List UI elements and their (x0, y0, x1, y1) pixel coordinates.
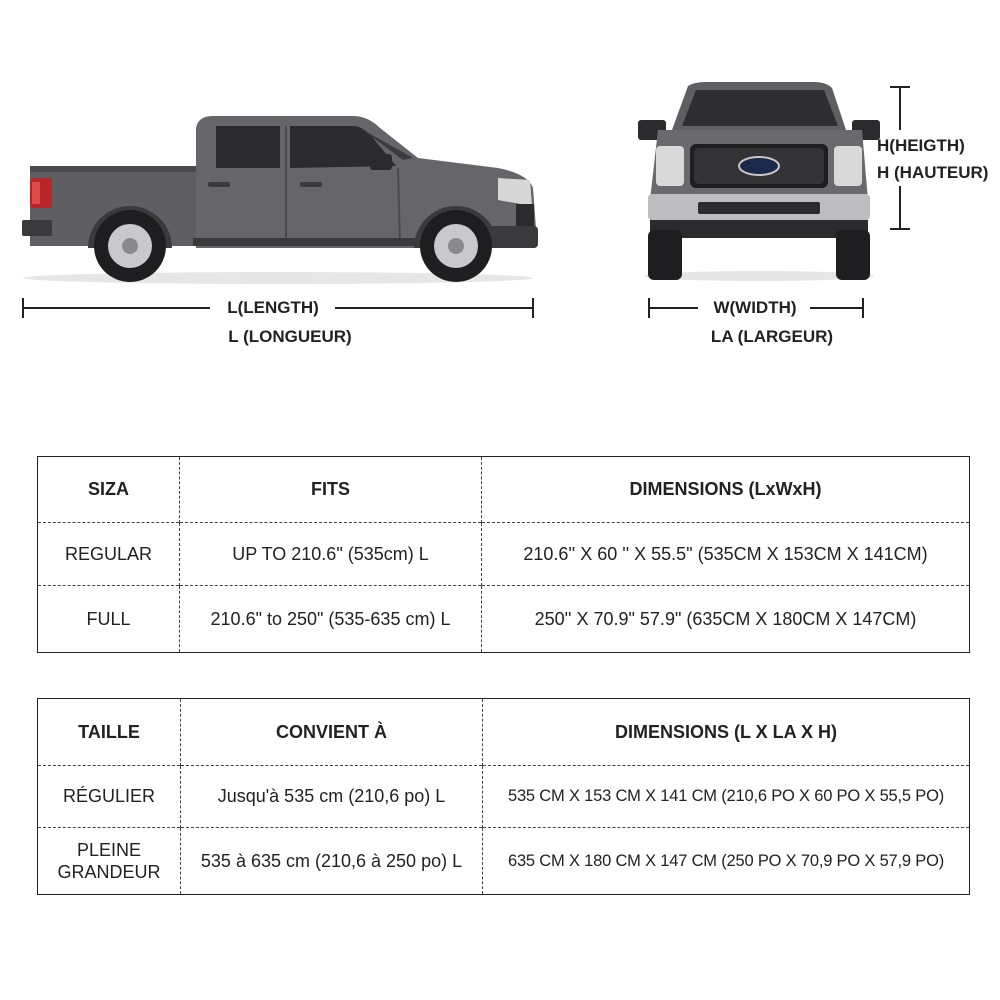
header-dimensions: DIMENSIONS (LxWxH) (482, 457, 970, 523)
truck-side-view (18, 108, 543, 290)
length-line-left (22, 307, 210, 309)
header-fits: FITS (180, 457, 482, 523)
size-table-en (37, 456, 970, 653)
dimensions-cell: 210.6'' X 60 '' X 55.5" (535CM X 153CM X 141CM) (482, 523, 970, 586)
size-cell-line1: PLEINE (76, 840, 142, 860)
length-line-right (335, 307, 534, 309)
height-label-en: H(HEIGTH) (877, 136, 965, 155)
fits-cell: UP TO 210.6" (535cm) L (180, 523, 482, 586)
size-cell (38, 828, 181, 895)
header-size: SIZA (87, 479, 129, 499)
width-label-en: W(WIDTH) (713, 298, 797, 317)
table-row (38, 828, 970, 895)
dimensions-cell: 250'' X 70.9" 57.9" (635CM X 180CM X 147CM) (482, 586, 970, 653)
dimensions-cell: 535 CM X 153 CM X 141 CM (210,6 PO X 60 PO X 55,5 PO) (483, 766, 970, 828)
length-right-tick (532, 298, 534, 318)
height-line-bottom (899, 186, 901, 228)
length-label-en: L(LENGTH) (227, 298, 319, 317)
width-label-fr: LA (LARGEUR) (710, 327, 834, 346)
height-line-top (899, 86, 901, 130)
width-line-right (810, 307, 864, 309)
table-row (38, 586, 970, 653)
width-right-tick (862, 298, 864, 318)
size-cell-line2: GRANDEUR (57, 862, 161, 882)
height-bottom-tick (890, 228, 910, 230)
header-dimensions-fr: DIMENSIONS (L X LA X H) (483, 699, 970, 766)
size-cell: FULL (38, 586, 180, 653)
size-cell: RÉGULIER (38, 766, 181, 828)
dimensions-cell: 635 CM X 180 CM X 147 CM (250 PO X 70,9 PO X 57,9 PO) (483, 828, 970, 895)
table-row (38, 523, 970, 586)
truck-front-view (636, 80, 882, 284)
fits-cell: Jusqu'à 535 cm (210,6 po) L (181, 766, 483, 828)
size-cell: REGULAR (38, 523, 180, 586)
header-convient: CONVIENT À (181, 699, 483, 766)
width-line-left (648, 307, 698, 309)
table-row (38, 766, 970, 828)
fits-cell: 535 à 635 cm (210,6 à 250 po) L (181, 828, 483, 895)
size-table-fr (37, 698, 970, 895)
fits-cell: 210.6" to 250" (535-635 cm) L (180, 586, 482, 653)
height-label-fr: H (HAUTEUR) (877, 163, 989, 182)
length-label-fr: L (LONGUEUR) (228, 327, 352, 346)
header-taille: TAILLE (78, 721, 140, 742)
